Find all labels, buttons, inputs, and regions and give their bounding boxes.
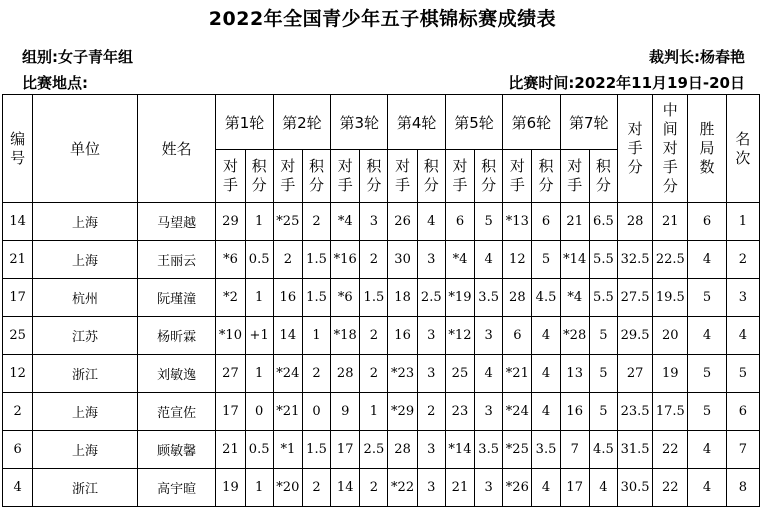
header-r2-score: 积分 <box>302 150 330 203</box>
cell-wins: 5 <box>688 355 726 393</box>
cell-number: 4 <box>3 469 33 507</box>
cell-number: 17 <box>3 279 33 317</box>
cell-name: 王丽云 <box>137 241 216 279</box>
cell-round-7-score: 5 <box>589 393 617 431</box>
cell-round-2-opponent: 14 <box>273 317 302 355</box>
cell-round-6-score: 3.5 <box>532 431 560 469</box>
cell-round-1-opponent: 17 <box>216 393 245 431</box>
cell-round-6-opponent: 6 <box>503 317 532 355</box>
cell-round-7-opponent: 13 <box>560 355 589 393</box>
cell-round-5-score: 3 <box>475 317 503 355</box>
cell-round-5-opponent: 21 <box>445 469 474 507</box>
cell-rank: 3 <box>726 279 759 317</box>
cell-round-7-opponent: *4 <box>560 279 589 317</box>
cell-round-4-score: 4 <box>417 203 445 241</box>
cell-unit: 上海 <box>33 431 138 469</box>
cell-round-5-opponent: *14 <box>445 431 474 469</box>
cell-round-1-opponent: *6 <box>216 241 245 279</box>
cell-round-1-opponent: 29 <box>216 203 245 241</box>
cell-round-7-score: 4.5 <box>589 431 617 469</box>
cell-number: 21 <box>3 241 33 279</box>
cell-rank: 1 <box>726 203 759 241</box>
cell-round-5-opponent: 25 <box>445 355 474 393</box>
cell-round-4-score: 3 <box>417 317 445 355</box>
header-r4-score: 积分 <box>417 150 445 203</box>
cell-round-6-opponent: 28 <box>503 279 532 317</box>
cell-mid-opponent-score: 22.5 <box>653 241 688 279</box>
cell-unit: 上海 <box>33 241 138 279</box>
cell-round-7-score: 5.5 <box>589 241 617 279</box>
header-round-3: 第3轮 <box>331 95 388 150</box>
cell-opponent-score: 30.5 <box>617 469 652 507</box>
cell-unit: 上海 <box>33 203 138 241</box>
cell-round-3-opponent: *16 <box>331 241 360 279</box>
cell-rank: 8 <box>726 469 759 507</box>
cell-opponent-score: 23.5 <box>617 393 652 431</box>
header-unit: 单位 <box>33 95 138 203</box>
header-round-5: 第5轮 <box>445 95 502 150</box>
cell-name: 杨昕霖 <box>137 317 216 355</box>
table-row <box>3 203 760 241</box>
cell-round-5-score: 3 <box>475 469 503 507</box>
table-row <box>3 469 760 507</box>
cell-round-6-score: 5 <box>532 241 560 279</box>
cell-wins: 6 <box>688 203 726 241</box>
cell-name: 刘敏逸 <box>137 355 216 393</box>
cell-round-5-score: 5 <box>475 203 503 241</box>
cell-opponent-score: 32.5 <box>617 241 652 279</box>
cell-number: 12 <box>3 355 33 393</box>
header-mid-opponent-score: 中间对手分 <box>653 95 688 203</box>
cell-opponent-score: 31.5 <box>617 431 652 469</box>
cell-rank: 6 <box>726 393 759 431</box>
cell-rank: 4 <box>726 317 759 355</box>
cell-round-5-opponent: *4 <box>445 241 474 279</box>
header-round-4: 第4轮 <box>388 95 445 150</box>
table-row <box>3 393 760 431</box>
cell-unit: 杭州 <box>33 279 138 317</box>
header-r5-opponent: 对手 <box>445 150 474 203</box>
cell-round-2-opponent: *24 <box>273 355 302 393</box>
cell-name: 马望越 <box>137 203 216 241</box>
cell-round-6-score: 4 <box>532 393 560 431</box>
header-round-2: 第2轮 <box>273 95 330 150</box>
cell-round-5-score: 4 <box>475 355 503 393</box>
cell-mid-opponent-score: 21 <box>653 203 688 241</box>
cell-rank: 5 <box>726 355 759 393</box>
cell-round-1-opponent: 19 <box>216 469 245 507</box>
cell-round-4-score: 2 <box>417 393 445 431</box>
cell-round-6-opponent: *25 <box>503 431 532 469</box>
header-r3-score: 积分 <box>360 150 388 203</box>
cell-round-1-score: 1 <box>245 203 273 241</box>
cell-round-4-opponent: 28 <box>388 431 417 469</box>
header-name: 姓名 <box>137 95 216 203</box>
cell-round-3-score: 1 <box>360 393 388 431</box>
cell-number: 6 <box>3 431 33 469</box>
header-r5-score: 积分 <box>475 150 503 203</box>
cell-round-6-opponent: *13 <box>503 203 532 241</box>
header-r4-opponent: 对手 <box>388 150 417 203</box>
cell-round-7-score: 4 <box>589 469 617 507</box>
cell-mid-opponent-score: 19 <box>653 355 688 393</box>
results-table <box>2 94 760 507</box>
cell-round-5-score: 3.5 <box>475 279 503 317</box>
cell-round-3-score: 2 <box>360 241 388 279</box>
header-r2-opponent: 对手 <box>273 150 302 203</box>
cell-round-3-opponent: 17 <box>331 431 360 469</box>
cell-wins: 4 <box>688 469 726 507</box>
cell-round-7-score: 6.5 <box>589 203 617 241</box>
cell-round-5-opponent: 6 <box>445 203 474 241</box>
table-row <box>3 317 760 355</box>
cell-round-6-score: 4.5 <box>532 279 560 317</box>
header-r6-opponent: 对手 <box>503 150 532 203</box>
group-label: 组别:女子青年组 <box>22 48 133 66</box>
cell-round-4-opponent: 18 <box>388 279 417 317</box>
cell-round-2-opponent: *21 <box>273 393 302 431</box>
cell-round-5-opponent: 23 <box>445 393 474 431</box>
cell-round-1-score: +1 <box>245 317 273 355</box>
cell-round-5-score: 4 <box>475 241 503 279</box>
cell-round-1-score: 1 <box>245 469 273 507</box>
cell-round-4-score: 2.5 <box>417 279 445 317</box>
cell-wins: 5 <box>688 393 726 431</box>
cell-round-3-opponent: *4 <box>331 203 360 241</box>
cell-round-1-opponent: 21 <box>216 431 245 469</box>
cell-round-2-score: 2 <box>302 469 330 507</box>
cell-number: 2 <box>3 393 33 431</box>
cell-wins: 4 <box>688 431 726 469</box>
cell-unit: 江苏 <box>33 317 138 355</box>
cell-round-4-opponent: 30 <box>388 241 417 279</box>
header-row-1 <box>3 95 760 150</box>
cell-round-4-opponent: *29 <box>388 393 417 431</box>
cell-round-7-score: 5 <box>589 355 617 393</box>
cell-name: 范宣佐 <box>137 393 216 431</box>
cell-round-2-opponent: *25 <box>273 203 302 241</box>
cell-opponent-score: 27 <box>617 355 652 393</box>
cell-wins: 4 <box>688 317 726 355</box>
cell-round-4-opponent: 16 <box>388 317 417 355</box>
header-number: 编号 <box>3 95 33 203</box>
cell-round-4-score: 3 <box>417 355 445 393</box>
header-r3-opponent: 对手 <box>331 150 360 203</box>
header-r1-score: 积分 <box>245 150 273 203</box>
page-title: 2022年全国青少年五子棋锦标赛成绩表 <box>208 8 557 30</box>
cell-name: 高宇暄 <box>137 469 216 507</box>
cell-round-6-opponent: *21 <box>503 355 532 393</box>
cell-round-4-score: 3 <box>417 431 445 469</box>
cell-round-7-opponent: 16 <box>560 393 589 431</box>
cell-round-7-opponent: 17 <box>560 469 589 507</box>
cell-mid-opponent-score: 17.5 <box>653 393 688 431</box>
cell-round-1-score: 1 <box>245 355 273 393</box>
cell-round-5-opponent: *19 <box>445 279 474 317</box>
header-wins: 胜局数 <box>688 95 726 203</box>
cell-opponent-score: 27.5 <box>617 279 652 317</box>
cell-round-5-score: 3.5 <box>475 431 503 469</box>
results-body <box>3 95 760 507</box>
cell-round-3-score: 2 <box>360 469 388 507</box>
table-row <box>3 279 760 317</box>
header-round-1: 第1轮 <box>216 95 273 150</box>
cell-round-3-score: 2 <box>360 355 388 393</box>
cell-round-4-opponent: *22 <box>388 469 417 507</box>
cell-round-3-score: 2 <box>360 317 388 355</box>
cell-mid-opponent-score: 22 <box>653 469 688 507</box>
cell-round-2-opponent: *20 <box>273 469 302 507</box>
cell-round-3-opponent: *18 <box>331 317 360 355</box>
cell-round-6-score: 4 <box>532 317 560 355</box>
cell-round-2-score: 2 <box>302 203 330 241</box>
cell-name: 顾敏馨 <box>137 431 216 469</box>
header-r1-opponent: 对手 <box>216 150 245 203</box>
cell-opponent-score: 28 <box>617 203 652 241</box>
cell-round-5-opponent: *12 <box>445 317 474 355</box>
cell-round-2-opponent: 2 <box>273 241 302 279</box>
cell-round-6-opponent: *24 <box>503 393 532 431</box>
cell-round-3-score: 1.5 <box>360 279 388 317</box>
header-r7-opponent: 对手 <box>560 150 589 203</box>
cell-round-2-score: 0 <box>302 393 330 431</box>
cell-round-4-score: 3 <box>417 469 445 507</box>
cell-round-4-opponent: 26 <box>388 203 417 241</box>
cell-mid-opponent-score: 22 <box>653 431 688 469</box>
cell-round-4-opponent: *23 <box>388 355 417 393</box>
cell-round-3-opponent: *6 <box>331 279 360 317</box>
cell-unit: 上海 <box>33 393 138 431</box>
cell-round-3-opponent: 14 <box>331 469 360 507</box>
cell-rank: 7 <box>726 431 759 469</box>
cell-opponent-score: 29.5 <box>617 317 652 355</box>
cell-round-7-opponent: 7 <box>560 431 589 469</box>
cell-mid-opponent-score: 19.5 <box>653 279 688 317</box>
cell-round-3-opponent: 28 <box>331 355 360 393</box>
cell-round-3-score: 3 <box>360 203 388 241</box>
cell-round-7-opponent: *28 <box>560 317 589 355</box>
cell-round-2-score: 2 <box>302 355 330 393</box>
cell-round-1-score: 1 <box>245 279 273 317</box>
cell-rank: 2 <box>726 241 759 279</box>
cell-round-7-opponent: 21 <box>560 203 589 241</box>
cell-round-6-score: 6 <box>532 203 560 241</box>
header-round-7: 第7轮 <box>560 95 617 150</box>
header-r6-score: 积分 <box>532 150 560 203</box>
cell-round-2-score: 1 <box>302 317 330 355</box>
cell-round-2-score: 1.5 <box>302 241 330 279</box>
chief-referee-label: 裁判长:杨春艳 <box>649 48 745 66</box>
cell-round-2-score: 1.5 <box>302 279 330 317</box>
cell-unit: 浙江 <box>33 469 138 507</box>
cell-number: 14 <box>3 203 33 241</box>
cell-round-6-score: 4 <box>532 469 560 507</box>
header-r7-score: 积分 <box>589 150 617 203</box>
cell-round-7-score: 5 <box>589 317 617 355</box>
date-label: 比赛时间:2022年11月19日-20日 <box>508 74 745 92</box>
table-row <box>3 431 760 469</box>
cell-number: 25 <box>3 317 33 355</box>
cell-round-1-opponent: *2 <box>216 279 245 317</box>
cell-round-1-score: 0.5 <box>245 241 273 279</box>
cell-round-2-opponent: 16 <box>273 279 302 317</box>
cell-mid-opponent-score: 20 <box>653 317 688 355</box>
cell-round-1-score: 0.5 <box>245 431 273 469</box>
cell-round-2-score: 1.5 <box>302 431 330 469</box>
table-row <box>3 355 760 393</box>
cell-round-6-opponent: *26 <box>503 469 532 507</box>
cell-unit: 浙江 <box>33 355 138 393</box>
cell-round-3-score: 2.5 <box>360 431 388 469</box>
cell-round-7-score: 5.5 <box>589 279 617 317</box>
cell-round-2-opponent: *1 <box>273 431 302 469</box>
cell-round-4-score: 3 <box>417 241 445 279</box>
cell-round-1-score: 0 <box>245 393 273 431</box>
cell-round-3-opponent: 9 <box>331 393 360 431</box>
venue-label: 比赛地点: <box>22 74 88 92</box>
cell-name: 阮瑾潼 <box>137 279 216 317</box>
cell-round-6-score: 4 <box>532 355 560 393</box>
cell-round-1-opponent: 27 <box>216 355 245 393</box>
cell-wins: 4 <box>688 241 726 279</box>
cell-round-1-opponent: *10 <box>216 317 245 355</box>
header-opponent-score: 对手分 <box>617 95 652 203</box>
cell-round-6-opponent: 12 <box>503 241 532 279</box>
cell-round-5-score: 3 <box>475 393 503 431</box>
header-round-6: 第6轮 <box>503 95 560 150</box>
table-row <box>3 241 760 279</box>
cell-wins: 5 <box>688 279 726 317</box>
cell-round-7-opponent: *14 <box>560 241 589 279</box>
header-rank: 名次 <box>726 95 759 203</box>
